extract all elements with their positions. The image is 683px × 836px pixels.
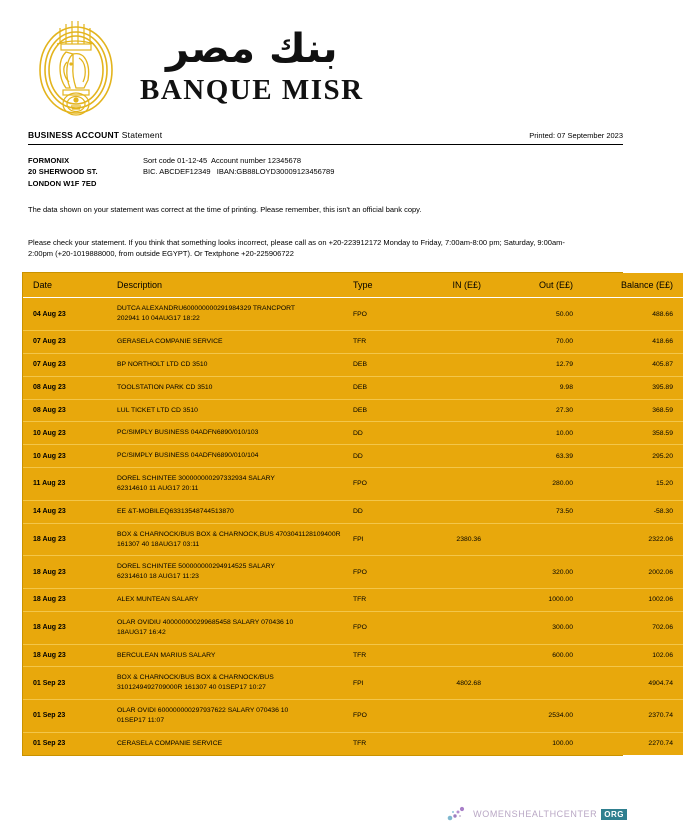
cell-type: FPO [347, 468, 411, 501]
cell-description [105, 500, 347, 523]
table-row [23, 376, 683, 399]
cell-in: 2380.36 [411, 523, 495, 556]
cell-out [495, 667, 587, 700]
watermark-badge: ORG [601, 809, 627, 820]
brand-wordmark [140, 26, 364, 107]
cell-type: FPO [347, 700, 411, 733]
cell-balance: 418.66 [587, 331, 683, 354]
brand-latin-name: BANQUE MISR [140, 73, 364, 106]
statement-title-light: Statement [119, 130, 163, 140]
cell-date: 07 Aug 23 [23, 331, 105, 354]
table-row [23, 399, 683, 422]
cell-in [411, 399, 495, 422]
description-line-1: LUL TICKET LTD CD 3510 [117, 406, 198, 414]
cell-out: 600.00 [495, 644, 587, 667]
cell-balance: 2002.06 [587, 556, 683, 589]
table-row [23, 353, 683, 376]
cell-out: 12.79 [495, 353, 587, 376]
cell-out: 9.98 [495, 376, 587, 399]
watermark-text: WOMENSHEALTHCENTER [473, 809, 598, 819]
account-details [143, 155, 334, 189]
cell-type: TFR [347, 644, 411, 667]
cell-description [105, 353, 347, 376]
cell-type: TFR [347, 331, 411, 354]
cell-in [411, 298, 495, 331]
cell-in [411, 700, 495, 733]
cell-in [411, 445, 495, 468]
cell-out: 73.50 [495, 500, 587, 523]
cell-out: 50.00 [495, 298, 587, 331]
table-row [23, 445, 683, 468]
cell-description [105, 700, 347, 733]
cell-date: 11 Aug 23 [23, 468, 105, 501]
description-line-2: 3101249492709000R 161307 40 01SEP17 10:27 [117, 684, 266, 692]
banque-misr-logo-icon [30, 14, 122, 118]
account-detail-line: BIC. ABCDEF12349 IBAN:GB88LOYD30009123456789 [143, 167, 335, 177]
cell-in [411, 331, 495, 354]
column-header-date: Date [23, 273, 105, 298]
cell-balance: 1002.06 [587, 589, 683, 612]
cell-in [411, 611, 495, 644]
cell-in [411, 500, 495, 523]
cell-balance: 2270.74 [587, 732, 683, 754]
cell-date: 18 Aug 23 [23, 611, 105, 644]
cell-description [105, 298, 347, 331]
description-line-2: 62314610 18 AUG17 11:23 [117, 573, 199, 581]
table-header-row [23, 273, 683, 298]
cell-balance: 702.06 [587, 611, 683, 644]
table-row [23, 644, 683, 667]
table-row [23, 667, 683, 700]
cell-description [105, 399, 347, 422]
cell-description [105, 331, 347, 354]
account-detail-line: Sort code 01-12-45 Account number 12345678 [143, 156, 302, 165]
cell-description [105, 556, 347, 589]
description-line-2: 01SEP17 11:07 [117, 716, 165, 724]
description-line-1: PC/SIMPLY BUSINESS 04ADFN6890/010/103 [117, 429, 259, 437]
cell-type: FPO [347, 298, 411, 331]
cell-date: 10 Aug 23 [23, 422, 105, 445]
cell-balance: 15.20 [587, 468, 683, 501]
description-line-1: DUTCA ALEXANDRU600000000291984329 TRANCPORT [117, 305, 296, 313]
table-row [23, 331, 683, 354]
cell-type: FPI [347, 523, 411, 556]
cell-in [411, 644, 495, 667]
cell-description [105, 589, 347, 612]
cell-type: FPI [347, 667, 411, 700]
cell-type: TFR [347, 732, 411, 754]
column-header-balance: Balance (E£) [587, 273, 683, 298]
cell-out: 100.00 [495, 732, 587, 754]
cell-date: 08 Aug 23 [23, 399, 105, 422]
cell-type: FPO [347, 611, 411, 644]
statement-title-bold: BUSINESS ACCOUNT [28, 130, 120, 140]
cell-date: 14 Aug 23 [23, 500, 105, 523]
cell-out: 2534.00 [495, 700, 587, 733]
cell-date: 07 Aug 23 [23, 353, 105, 376]
description-line-1: DOREL SCHINTEE 300000000297332934 SALARY [117, 475, 275, 483]
table-row [23, 468, 683, 501]
cell-type: TFR [347, 589, 411, 612]
cell-out [495, 523, 587, 556]
cell-balance: 368.59 [587, 399, 683, 422]
cell-type: DD [347, 445, 411, 468]
cell-type: FPO [347, 556, 411, 589]
cell-description [105, 445, 347, 468]
cell-description [105, 468, 347, 501]
cell-out: 300.00 [495, 611, 587, 644]
cell-in [411, 556, 495, 589]
cell-in: 4802.68 [411, 667, 495, 700]
cell-description [105, 422, 347, 445]
cell-out: 63.39 [495, 445, 587, 468]
description-line-1: TOOLSTATION PARK CD 3510 [117, 383, 213, 391]
cell-type: DD [347, 422, 411, 445]
footer-watermark [447, 806, 627, 822]
description-line-1: CERASELA COMPANIE SERVICE [117, 739, 223, 747]
cell-date: 04 Aug 23 [23, 298, 105, 331]
statement-title-row [0, 130, 645, 140]
cell-balance: 358.59 [587, 422, 683, 445]
cell-description [105, 667, 347, 700]
contact-notice: Please check your statement. If you think that something looks incorrect, please call as on +20-223912172 Monday to Friday, 7:00am-8:00 pm; Saturday, 9:00am-2:00pm (+20-1019888000, from outside EGYPT). Or Textphone +20-225906722 [28, 237, 565, 258]
cell-type: DEB [347, 353, 411, 376]
cell-in [411, 468, 495, 501]
printed-date: Printed: 07 September 2023 [529, 131, 623, 140]
dots-cluster-icon [447, 806, 469, 822]
description-line-2: 18AUG17 16:42 [117, 628, 166, 636]
cell-type: DD [347, 500, 411, 523]
description-line-1: BERCULEAN MARIUS SALARY [117, 651, 216, 659]
cell-in [411, 589, 495, 612]
brand-arabic-name: بنك مصر [165, 25, 338, 72]
table-row [23, 611, 683, 644]
table-row [23, 500, 683, 523]
cell-description [105, 376, 347, 399]
cell-balance: -58.30 [587, 500, 683, 523]
cell-date: 01 Sep 23 [23, 700, 105, 733]
description-line-1: OLAR OVIDI 600000000297937622 SALARY 070436 10 [117, 707, 289, 715]
account-holder-line: FORMONIX [28, 156, 70, 165]
cell-description [105, 732, 347, 754]
cell-date: 10 Aug 23 [23, 445, 105, 468]
table-row [23, 732, 683, 754]
cell-type: DEB [347, 399, 411, 422]
cell-date: 18 Aug 23 [23, 556, 105, 589]
description-line-1: BOX & CHARNOCK/BUS BOX & CHARNOCK,BUS 4703041128109400R [117, 530, 341, 538]
table-head [23, 273, 683, 298]
cell-out: 1000.00 [495, 589, 587, 612]
transactions-table-container [22, 272, 673, 755]
cell-balance: 488.66 [587, 298, 683, 331]
column-header-type: Type [347, 273, 411, 298]
cell-balance: 2370.74 [587, 700, 683, 733]
cell-balance: 102.06 [587, 644, 683, 667]
account-holder-line: 20 SHERWOOD ST. [28, 167, 98, 177]
printing-notice: The data shown on your statement was correct at the time of printing. Please remember, this isn't an official bank copy. [28, 204, 422, 214]
cell-in [411, 353, 495, 376]
cell-date: 18 Aug 23 [23, 644, 105, 667]
cell-balance: 295.20 [587, 445, 683, 468]
cell-out: 10.00 [495, 422, 587, 445]
table-row [23, 589, 683, 612]
table-row [23, 556, 683, 589]
description-line-2: 202941 10 04AUG17 18:22 [117, 315, 200, 323]
cell-type: DEB [347, 376, 411, 399]
cell-in [411, 422, 495, 445]
description-line-1: PC/SIMPLY BUSINESS 04ADFN6890/010/104 [117, 452, 259, 460]
cell-description [105, 611, 347, 644]
description-line-2: 62314610 11 AUG17 20:11 [117, 484, 199, 492]
cell-out: 27.30 [495, 399, 587, 422]
account-block [0, 145, 645, 189]
cell-balance: 405.87 [587, 353, 683, 376]
description-line-1: DOREL SCHINTEE 500000000294914525 SALARY [117, 563, 275, 571]
cell-out: 320.00 [495, 556, 587, 589]
cell-description [105, 523, 347, 556]
cell-date: 18 Aug 23 [23, 523, 105, 556]
cell-date: 18 Aug 23 [23, 589, 105, 612]
table-body [23, 298, 683, 755]
column-header-in: IN (E£) [411, 273, 495, 298]
table-row [23, 700, 683, 733]
column-header-description: Description [105, 273, 347, 298]
description-line-1: ALEX MUNTEAN SALARY [117, 596, 199, 604]
cell-date: 08 Aug 23 [23, 376, 105, 399]
transactions-table [23, 273, 683, 754]
cell-balance: 2322.06 [587, 523, 683, 556]
cell-balance: 395.89 [587, 376, 683, 399]
cell-out: 70.00 [495, 331, 587, 354]
description-line-1: EE &T-MOBILEQ63313548744513870 [117, 507, 234, 515]
description-line-1: OLAR OVIDIU 400000000299685458 SALARY 070436 10 [117, 618, 294, 626]
cell-balance: 4904.74 [587, 667, 683, 700]
cell-date: 01 Sep 23 [23, 732, 105, 754]
cell-description [105, 644, 347, 667]
cell-out: 280.00 [495, 468, 587, 501]
description-line-2: 161307 40 18AUG17 03:11 [117, 540, 200, 548]
account-holder [28, 155, 143, 189]
table-row [23, 422, 683, 445]
account-holder-line: LONDON W1F 7ED [28, 178, 97, 188]
description-line-1: GERASELA COMPANIE SERVICE [117, 338, 223, 346]
cell-date: 01 Sep 23 [23, 667, 105, 700]
column-header-out: Out (E£) [495, 273, 587, 298]
description-line-1: BP NORTHOLT LTD CD 3510 [117, 360, 208, 368]
description-line-1: BOX & CHARNOCK/BUS BOX & CHARNOCK/BUS [117, 674, 274, 682]
brand-header [0, 0, 645, 118]
cell-in [411, 732, 495, 754]
table-row [23, 298, 683, 331]
page-title [28, 130, 162, 140]
table-row [23, 523, 683, 556]
cell-in [411, 376, 495, 399]
